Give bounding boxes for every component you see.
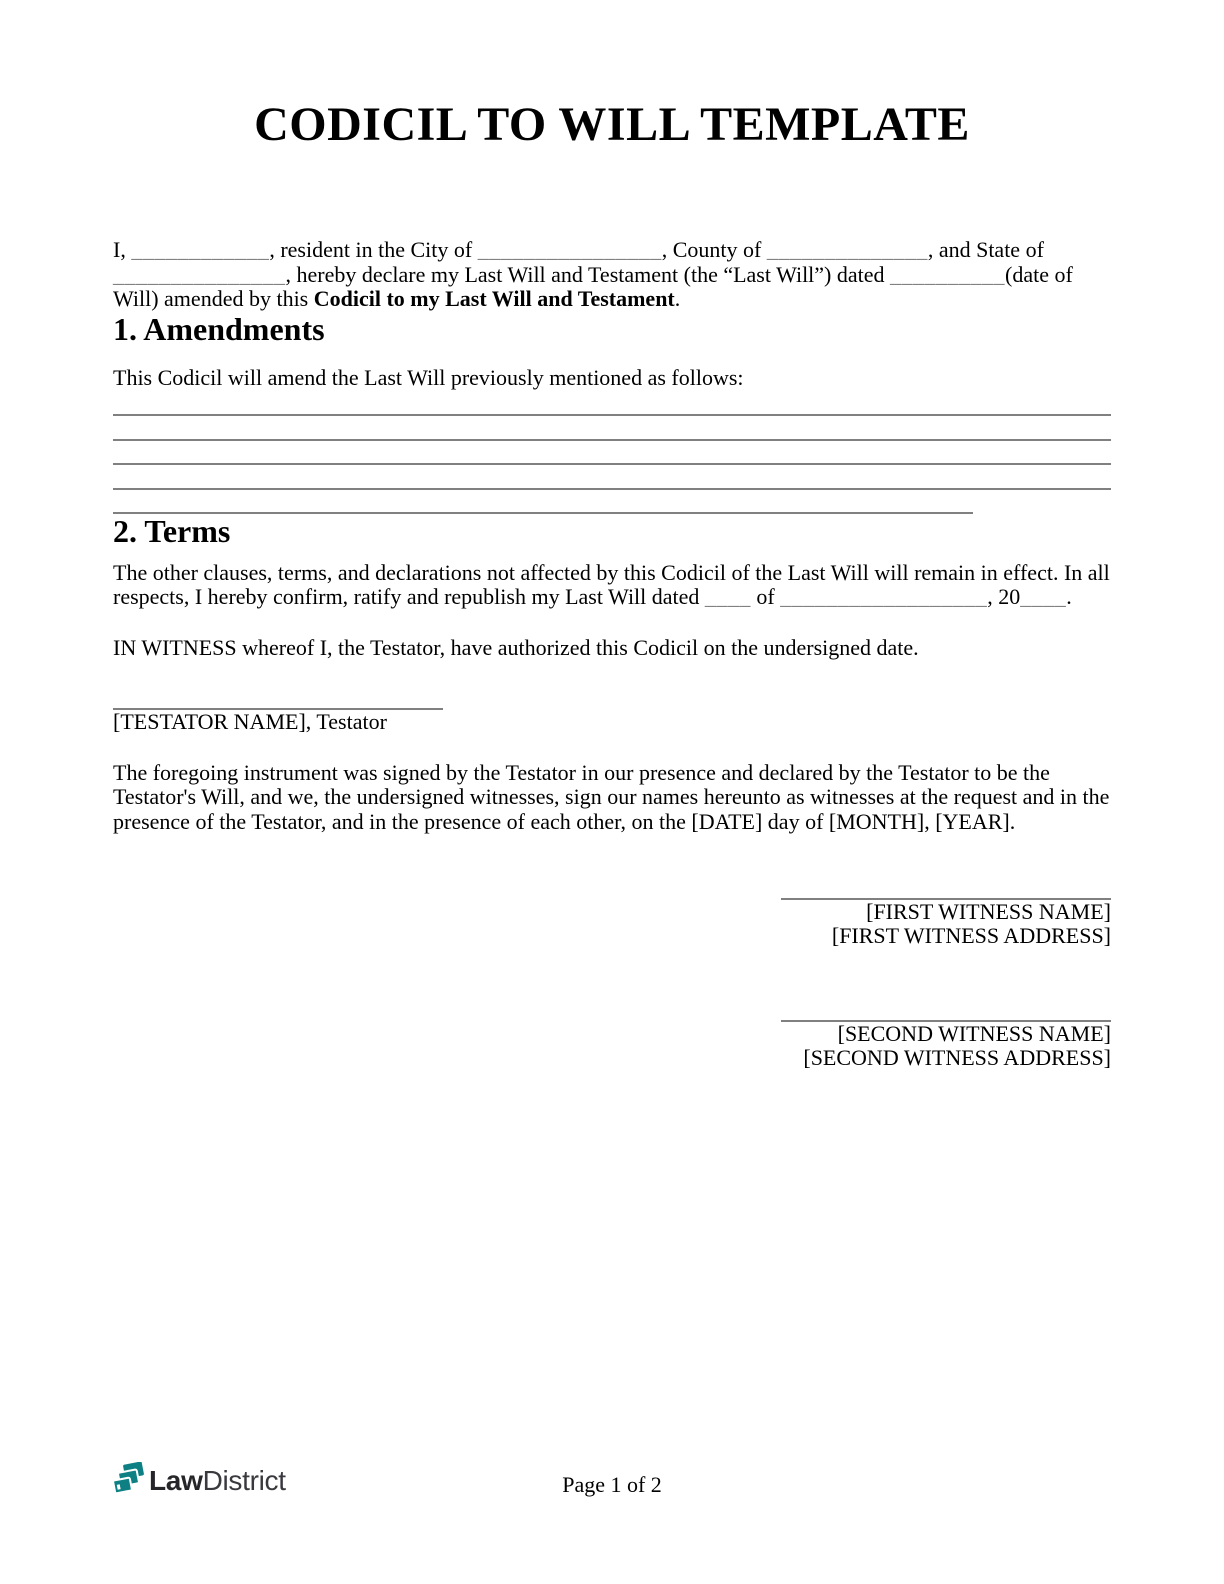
write-in-line — [113, 465, 1111, 490]
intro-text: , resident in the City of — [269, 237, 478, 262]
intro-text: I, — [113, 237, 132, 262]
amendment-write-in-lines — [113, 392, 1111, 515]
terms-text: . — [1066, 584, 1072, 609]
write-in-line — [113, 441, 1111, 466]
intro-text: , County of — [661, 237, 767, 262]
testator-signature-line — [113, 660, 443, 710]
state-blank: _______________ — [113, 261, 286, 287]
terms-section-heading: 2. Terms — [113, 513, 231, 549]
will-date-blank: __________ — [890, 261, 1006, 287]
first-witness-signature-block — [781, 834, 1111, 949]
document-title: CODICIL TO WILL TEMPLATE — [254, 98, 970, 151]
logo-law-text: Law — [149, 1465, 203, 1496]
intro-text: (date of — [1005, 261, 1073, 287]
intro-text: . — [674, 286, 681, 311]
testator-name-blank: ____________ — [131, 237, 270, 262]
intro-bold-phrase: Codicil to my Last Will and Testament — [313, 286, 675, 311]
witness-authorization-sentence: IN WITNESS whereof I, the Testator, have authorized this Codicil on the undersigned date. — [113, 634, 919, 660]
testator-signature-block — [113, 660, 1111, 734]
amendments-section-heading: 1. Amendments — [113, 310, 325, 347]
terms-paragraph — [113, 561, 1111, 610]
attestation-text: The foregoing instrument was signed by the Testator in our presence and declared by the Testator to be the — [113, 759, 1050, 785]
terms-text: The other clauses, terms, and declarations not affected by this Codicil of the Last Will will remain in effect. In all — [113, 559, 1110, 585]
page-footer — [113, 1462, 1111, 1514]
testator-signature-caption: [TESTATOR NAME], Testator — [113, 708, 387, 734]
second-witness-signature-line — [781, 949, 1111, 1022]
terms-text: respects, I hereby confirm, ratify and republish my Last Will dated — [113, 584, 705, 609]
first-witness-signature-line — [781, 834, 1111, 900]
intro-text: Will) amended by this — [113, 286, 314, 311]
year-blank: ____ — [1020, 584, 1067, 609]
county-blank: ______________ — [766, 237, 928, 262]
month-blank: __________________ — [780, 584, 988, 609]
write-in-line — [113, 392, 1111, 417]
amendments-intro-text: This Codicil will amend the Last Will previously mentioned as follows: — [113, 364, 744, 390]
logo-district-text: District — [202, 1465, 286, 1496]
write-in-line-short — [113, 490, 973, 515]
attestation-text: presence of the Testator, and in the presence of each other, on the [DATE] day of [MONTH], [YEAR]. — [113, 808, 1016, 834]
first-witness-address: [FIRST WITNESS ADDRESS] — [831, 923, 1111, 948]
second-witness-address: [SECOND WITNESS ADDRESS] — [803, 1045, 1111, 1070]
intro-text: , and State of — [927, 237, 1044, 262]
terms-text: of — [750, 584, 781, 609]
page-number-label: Page 1 of 2 — [562, 1472, 662, 1497]
second-witness-signature-block — [781, 949, 1111, 1071]
intro-text: , hereby declare my Last Will and Testament (the “Last Will”) dated — [285, 261, 891, 287]
write-in-line — [113, 416, 1111, 441]
second-witness-name: [SECOND WITNESS NAME] — [837, 1020, 1111, 1046]
day-blank: ____ — [704, 584, 751, 609]
terms-text: , 20 — [987, 584, 1021, 609]
attestation-paragraph — [113, 761, 1111, 835]
attestation-text: Testator's Will, and we, the undersigned witnesses, sign our names hereunto as witnesses at the request and in the — [113, 784, 1110, 809]
first-witness-name: [FIRST WITNESS NAME] — [866, 898, 1111, 924]
intro-paragraph — [113, 238, 1111, 312]
city-blank: ________________ — [477, 237, 662, 262]
